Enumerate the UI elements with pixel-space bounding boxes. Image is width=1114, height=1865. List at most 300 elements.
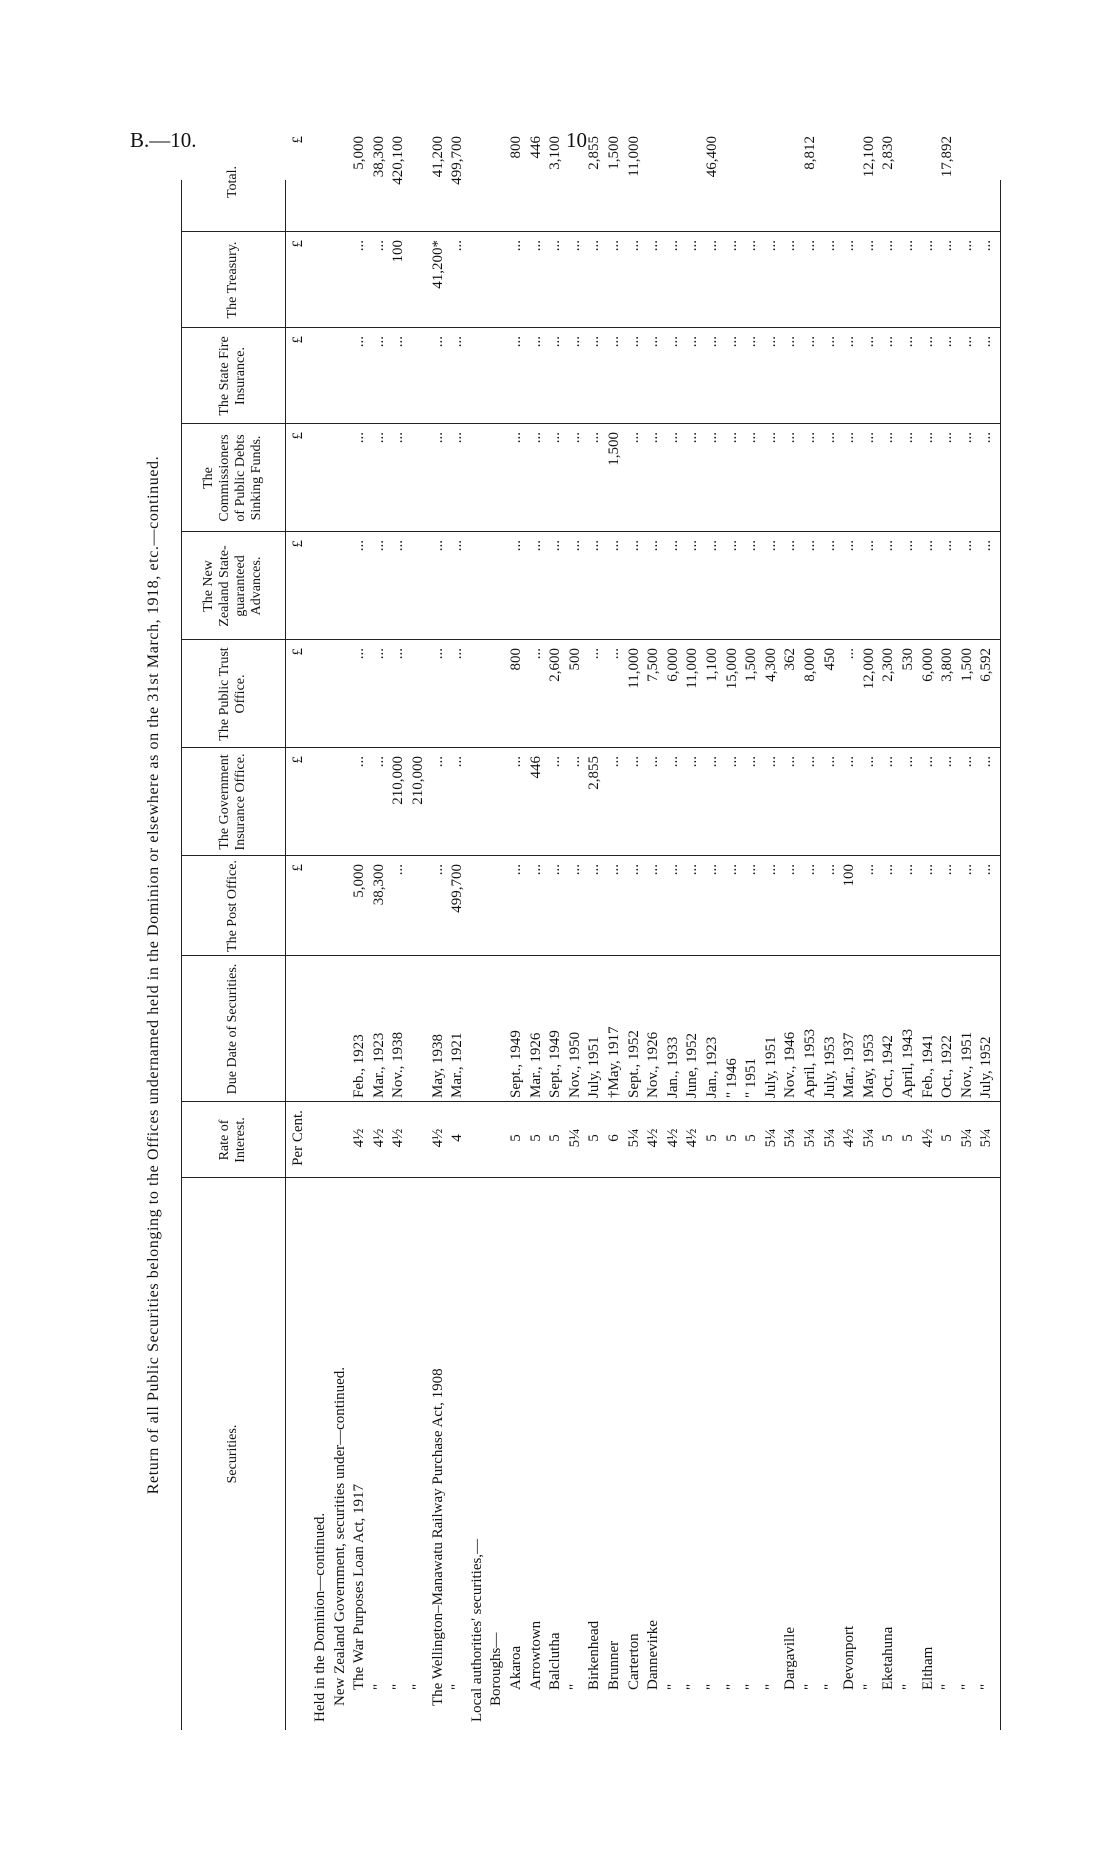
cell-rate: 5 (586, 1134, 603, 1142)
cell-public-trust: ... (841, 648, 858, 660)
cell-fire: ... (841, 336, 858, 348)
table-title: Return of all Public Securities belonging to the Offices undernamed held in the Dominion or elsewhere as on the 31st March, 1918, etc.—continued. (145, 455, 162, 1495)
cell-rate: 5¼ (762, 1128, 779, 1148)
cell-nz-adv: ... (821, 540, 838, 552)
table-row (487, 180, 505, 1730)
cell-due (331, 958, 349, 1098)
cell-public-trust: 11,000 (684, 648, 701, 689)
cell-label: Held in the Dominion—continued. (312, 1512, 328, 1722)
cell-commissioners: ... (860, 432, 877, 444)
cell-total (781, 128, 799, 228)
cell-nz-adv: ... (762, 540, 779, 552)
cell-label: " (900, 1683, 916, 1690)
cell-due: Sept., 1952 (625, 1030, 642, 1098)
cell-commissioners: ... (527, 432, 544, 444)
cell-treasury: ... (782, 240, 799, 252)
cell-fire (409, 328, 427, 420)
cell-total (331, 128, 349, 228)
cell-commissioners (468, 424, 486, 528)
cell-total (723, 128, 741, 228)
header-rate: Rate of Interest. (216, 1117, 248, 1163)
cell-fire: ... (743, 336, 760, 348)
cell-total (468, 128, 486, 228)
cell-treasury: ... (900, 240, 916, 252)
cell-post: ... (978, 864, 995, 876)
cell-post: ... (939, 864, 956, 876)
table-row (840, 180, 858, 1730)
cell-gov-ins: ... (566, 756, 583, 768)
cell-label: " (978, 1683, 995, 1690)
table-row (409, 180, 427, 1730)
cell-due: Sept., 1949 (508, 1030, 524, 1098)
cell-label: Eltham (919, 1646, 936, 1690)
table-row (468, 180, 486, 1730)
cell-rate: 5¼ (566, 1128, 583, 1148)
cell-due: July, 1952 (978, 1036, 995, 1098)
cell-total: 800 (508, 136, 524, 159)
cell-label: " (566, 1683, 583, 1690)
cell-due: Mar., 1937 (841, 1032, 858, 1098)
table-row (429, 136, 447, 1730)
currency-unit: £ (290, 136, 306, 144)
cell-nz-adv: ... (527, 540, 544, 552)
cell-gov-ins (311, 748, 329, 852)
cell-public-trust: ... (429, 648, 446, 660)
cell-gov-ins: ... (645, 756, 662, 768)
cell-treasury: ... (370, 240, 387, 252)
cell-gov-ins: ... (664, 756, 681, 768)
cell-commissioners: ... (566, 432, 583, 444)
cell-fire (468, 328, 486, 420)
cell-rate: 4½ (664, 1128, 681, 1148)
cell-public-trust: 8,000 (802, 648, 818, 682)
cell-due: July, 1953 (821, 1036, 838, 1098)
cell-due: Sept., 1949 (547, 1030, 564, 1098)
cell-gov-ins: ... (370, 756, 387, 768)
table-row (742, 180, 760, 1730)
cell-public-trust: 362 (782, 648, 799, 671)
cell-due: Jan., 1933 (664, 1036, 681, 1098)
cell-commissioners: ... (370, 432, 387, 444)
cell-due: April, 1943 (900, 1028, 916, 1098)
cell-post: ... (860, 864, 877, 876)
cell-commissioners: ... (743, 432, 760, 444)
cell-treasury (487, 232, 505, 324)
cell-gov-ins: ... (919, 756, 936, 768)
cell-post (468, 856, 486, 952)
cell-total (977, 128, 995, 228)
cell-nz-adv: ... (782, 540, 799, 552)
cell-fire (311, 328, 329, 420)
cell-fire: ... (370, 336, 387, 348)
cell-commissioners (487, 424, 505, 528)
cell-due: May, 1953 (860, 1033, 877, 1098)
cell-treasury: ... (821, 240, 838, 252)
cell-public-trust: 3,800 (939, 648, 956, 682)
cell-rate: 5 (743, 1134, 760, 1142)
cell-rate (311, 1106, 329, 1170)
cell-rate (409, 1106, 427, 1170)
cell-nz-adv: ... (723, 540, 740, 552)
cell-gov-ins (487, 748, 505, 852)
table-row (566, 180, 584, 1730)
cell-total (840, 128, 858, 228)
cell-gov-ins: ... (684, 756, 701, 768)
cell-nz-adv: ... (900, 540, 916, 552)
cell-label: " (860, 1683, 877, 1690)
table-row (448, 136, 466, 1730)
cell-treasury: ... (802, 240, 818, 252)
cell-nz-adv: ... (704, 540, 720, 552)
cell-public-trust: 1,500 (743, 648, 760, 682)
table-row (389, 136, 407, 1730)
cell-rate: 5 (508, 1134, 524, 1142)
cell-nz-adv (331, 532, 349, 636)
cell-rate: 5 (704, 1134, 720, 1142)
cell-fire: ... (527, 336, 544, 348)
cell-treasury: ... (743, 240, 760, 252)
cell-commissioners: ... (978, 432, 995, 444)
header-state-advances: The New Zealand State-guaranteed Advances. (200, 545, 265, 627)
cell-fire: ... (429, 336, 446, 348)
cell-due: Mar., 1926 (527, 1032, 544, 1098)
cell-post: ... (704, 864, 720, 876)
table-row (311, 180, 329, 1730)
header-government-insurance: The Government Insurance Office. (216, 753, 248, 851)
cell-gov-ins: ... (723, 756, 740, 768)
cell-treasury: ... (351, 240, 368, 252)
cell-post (409, 856, 427, 952)
cell-total (742, 128, 760, 228)
cell-nz-adv (487, 532, 505, 636)
cell-label: " (370, 1683, 387, 1690)
cell-gov-ins: ... (547, 756, 564, 768)
cell-post: ... (625, 864, 642, 876)
cell-nz-adv: ... (586, 540, 603, 552)
cell-commissioners: ... (351, 432, 368, 444)
table-row (723, 180, 741, 1730)
table-row (879, 136, 897, 1730)
cell-label: " (762, 1683, 779, 1690)
cell-label: " (939, 1683, 956, 1690)
cell-total: 12,100 (860, 136, 877, 178)
cell-post: 100 (841, 864, 858, 887)
cell-nz-adv: ... (978, 540, 995, 552)
cell-commissioners: ... (704, 432, 720, 444)
cell-rate: 5 (723, 1134, 740, 1142)
cell-post: ... (645, 864, 662, 876)
cell-public-trust: ... (586, 648, 603, 660)
cell-post: 38,300 (370, 864, 387, 906)
cell-gov-ins: ... (704, 756, 720, 768)
currency-unit: £ (290, 540, 306, 548)
cell-public-trust: ... (606, 648, 622, 660)
cell-commissioners (311, 424, 329, 528)
cell-total (644, 128, 662, 228)
cell-due: Oct., 1922 (939, 1035, 956, 1098)
cell-post: ... (782, 864, 799, 876)
cell-public-trust: 11,000 (625, 648, 642, 689)
cell-gov-ins: ... (978, 756, 995, 768)
table-row (546, 136, 564, 1730)
cell-rate: 4 (449, 1134, 466, 1142)
cell-commissioners (409, 424, 427, 528)
table-row (527, 136, 545, 1730)
cell-rate (468, 1106, 486, 1170)
cell-public-trust: 1,100 (704, 648, 720, 682)
cell-post: 499,700 (449, 864, 466, 913)
cell-total (664, 128, 682, 228)
cell-nz-adv: ... (508, 540, 524, 552)
cell-due: June, 1952 (684, 1033, 701, 1098)
cell-rate: 5¼ (958, 1128, 975, 1148)
cell-due: " 1946 (723, 1058, 740, 1098)
cell-commissioners: ... (508, 432, 524, 444)
cell-nz-adv: ... (390, 540, 407, 552)
cell-rate: 5¼ (782, 1128, 799, 1148)
cell-label: Balclutha (547, 1632, 564, 1690)
cell-due: Jan., 1923 (704, 1036, 720, 1098)
cell-total: 41,200 (429, 136, 446, 178)
cell-treasury: ... (978, 240, 995, 252)
cell-label: Carterton (625, 1633, 642, 1690)
currency-unit: £ (290, 648, 306, 656)
table-row (350, 136, 368, 1730)
cell-due: July, 1951 (586, 1036, 603, 1098)
cell-due: Nov., 1926 (645, 1031, 662, 1098)
cell-nz-adv: ... (449, 540, 466, 552)
header-commissioners: The Commissioners of Public Debts Sinking Funds. (200, 434, 265, 522)
cell-public-trust: 2,600 (547, 648, 564, 682)
header-post-office: The Post Office. (224, 860, 240, 952)
cell-label: The Wellington–Manawatu Railway Purchase Act, 1908 (429, 1368, 446, 1706)
cell-gov-ins: ... (821, 756, 838, 768)
header-due-date: Due Date of Securities. (224, 963, 240, 1095)
cell-due: Feb., 1941 (919, 1034, 936, 1098)
cell-post: ... (900, 864, 916, 876)
cell-public-trust (409, 640, 427, 744)
cell-commissioners (331, 424, 349, 528)
cell-public-trust (487, 640, 505, 744)
cell-fire: ... (821, 336, 838, 348)
cell-gov-ins: ... (606, 756, 622, 768)
table-row (664, 180, 682, 1730)
cell-label: Akaroa (508, 1645, 524, 1690)
cell-nz-adv: ... (625, 540, 642, 552)
cell-rate: 4½ (429, 1128, 446, 1148)
table-row (370, 136, 388, 1730)
cell-commissioners: ... (390, 432, 407, 444)
cell-total (899, 128, 917, 228)
table-row (625, 136, 643, 1730)
cell-due: July, 1951 (762, 1036, 779, 1098)
cell-public-trust: 500 (566, 648, 583, 671)
currency-unit: £ (290, 864, 306, 872)
cell-due: May, 1938 (429, 1033, 446, 1098)
cell-label: New Zealand Government, securities under—continued. (331, 1366, 348, 1706)
cell-commissioners: ... (625, 432, 642, 444)
cell-fire: ... (684, 336, 701, 348)
cell-fire: ... (390, 336, 407, 348)
cell-fire (487, 328, 505, 420)
cell-due: April, 1953 (802, 1028, 818, 1098)
header-total: Total. (224, 165, 240, 199)
cell-due (311, 958, 329, 1098)
cell-public-trust (331, 640, 349, 744)
cell-public-trust: 530 (900, 648, 916, 671)
cell-treasury: ... (958, 240, 975, 252)
cell-post: ... (723, 864, 740, 876)
cell-post: ... (606, 864, 622, 876)
cell-post: ... (547, 864, 564, 876)
cell-due: Mar., 1923 (370, 1032, 387, 1098)
cell-nz-adv: ... (351, 540, 368, 552)
table-row (977, 180, 995, 1730)
cell-fire: ... (919, 336, 936, 348)
cell-rate: 5 (527, 1134, 544, 1142)
cell-due: Nov., 1950 (566, 1031, 583, 1098)
cell-commissioners: ... (449, 432, 466, 444)
cell-treasury: ... (527, 240, 544, 252)
cell-nz-adv: ... (645, 540, 662, 552)
cell-treasury: 41,200* (429, 240, 446, 289)
table-row (644, 180, 662, 1730)
cell-gov-ins: ... (782, 756, 799, 768)
cell-fire: ... (782, 336, 799, 348)
cell-post: ... (958, 864, 975, 876)
cell-post (311, 856, 329, 952)
currency-unit: £ (290, 336, 306, 344)
cell-total: 2,830 (880, 136, 897, 170)
table-row (821, 180, 839, 1730)
cell-gov-ins: ... (743, 756, 760, 768)
currency-unit: £ (290, 240, 306, 248)
cell-total (683, 128, 701, 228)
cell-post: ... (586, 864, 603, 876)
cell-total (762, 128, 780, 228)
cell-due (487, 958, 505, 1098)
cell-label: " (802, 1683, 818, 1690)
cell-gov-ins: ... (939, 756, 956, 768)
cell-treasury: ... (449, 240, 466, 252)
cell-fire: ... (449, 336, 466, 348)
cell-rate (331, 1106, 349, 1170)
cell-label: The War Purposes Loan Act, 1917 (351, 1484, 368, 1690)
cell-post: ... (762, 864, 779, 876)
cell-nz-adv: ... (743, 540, 760, 552)
cell-commissioners: ... (939, 432, 956, 444)
cell-gov-ins: ... (508, 756, 524, 768)
cell-commissioners: 1,500 (606, 432, 622, 466)
table-row (605, 136, 623, 1730)
cell-post: ... (429, 864, 446, 876)
cell-treasury: ... (919, 240, 936, 252)
cell-commissioners: ... (664, 432, 681, 444)
currency-unit: £ (290, 432, 306, 440)
cell-total: 2,855 (586, 136, 603, 170)
header-treasury: The Treasury. (224, 241, 240, 319)
cell-post (487, 856, 505, 952)
cell-fire (331, 328, 349, 420)
cell-rate: 4½ (841, 1128, 858, 1148)
cell-nz-adv (468, 532, 486, 636)
cell-treasury: ... (939, 240, 956, 252)
cell-rate: 5¼ (860, 1128, 877, 1148)
cell-public-trust: ... (449, 648, 466, 660)
cell-label: " (743, 1683, 760, 1690)
cell-treasury: ... (664, 240, 681, 252)
cell-public-trust: ... (351, 648, 368, 660)
cell-public-trust: ... (527, 648, 544, 660)
cell-public-trust (468, 640, 486, 744)
cell-post: ... (566, 864, 583, 876)
cell-due: Feb., 1923 (351, 1034, 368, 1098)
cell-nz-adv: ... (547, 540, 564, 552)
table-row (801, 136, 819, 1730)
cell-fire: ... (606, 336, 622, 348)
cell-rate: 5¼ (978, 1128, 995, 1148)
cell-label: " (821, 1683, 838, 1690)
cell-due (409, 958, 427, 1098)
cell-rate: 6 (606, 1134, 622, 1142)
cell-public-trust: 1,500 (958, 648, 975, 682)
cell-post: ... (527, 864, 544, 876)
cell-due (468, 958, 486, 1098)
cell-rate (487, 1106, 505, 1170)
cell-post: ... (880, 864, 897, 876)
cell-treasury: ... (508, 240, 524, 252)
cell-treasury (331, 232, 349, 324)
cell-nz-adv: ... (880, 540, 897, 552)
cell-due: Oct., 1942 (880, 1035, 897, 1098)
cell-gov-ins: ... (802, 756, 818, 768)
cell-rate: 5¼ (802, 1128, 818, 1148)
cell-total: 5,000 (351, 136, 368, 170)
cell-public-trust: 6,000 (664, 648, 681, 682)
cell-treasury: ... (586, 240, 603, 252)
cell-gov-ins (468, 748, 486, 852)
cell-label: " (704, 1683, 720, 1690)
cell-due: Nov., 1938 (390, 1031, 407, 1098)
cell-nz-adv: ... (429, 540, 446, 552)
cell-total: 1,500 (606, 136, 622, 170)
cell-post: ... (919, 864, 936, 876)
cell-public-trust: 7,500 (645, 648, 662, 682)
cell-post: ... (390, 864, 407, 876)
cell-commissioners: ... (586, 432, 603, 444)
cell-gov-ins: ... (449, 756, 466, 768)
cell-total (487, 128, 505, 228)
cell-public-trust: 2,300 (880, 648, 897, 682)
cell-due: Mar., 1921 (449, 1032, 466, 1098)
cell-treasury: ... (566, 240, 583, 252)
cell-fire: ... (625, 336, 642, 348)
cell-total: 3,100 (547, 136, 564, 170)
cell-treasury (468, 232, 486, 324)
cell-commissioners: ... (880, 432, 897, 444)
cell-label: " (958, 1683, 975, 1690)
cell-treasury: ... (762, 240, 779, 252)
cell-nz-adv: ... (841, 540, 858, 552)
header-public-trust: The Public Trust Office. (216, 647, 248, 741)
cell-public-trust (311, 640, 329, 744)
table-row (585, 136, 603, 1730)
cell-nz-adv: ... (370, 540, 387, 552)
cell-gov-ins: ... (958, 756, 975, 768)
cell-commissioners: ... (900, 432, 916, 444)
cell-total: 499,700 (449, 136, 466, 185)
cell-nz-adv: ... (606, 540, 622, 552)
